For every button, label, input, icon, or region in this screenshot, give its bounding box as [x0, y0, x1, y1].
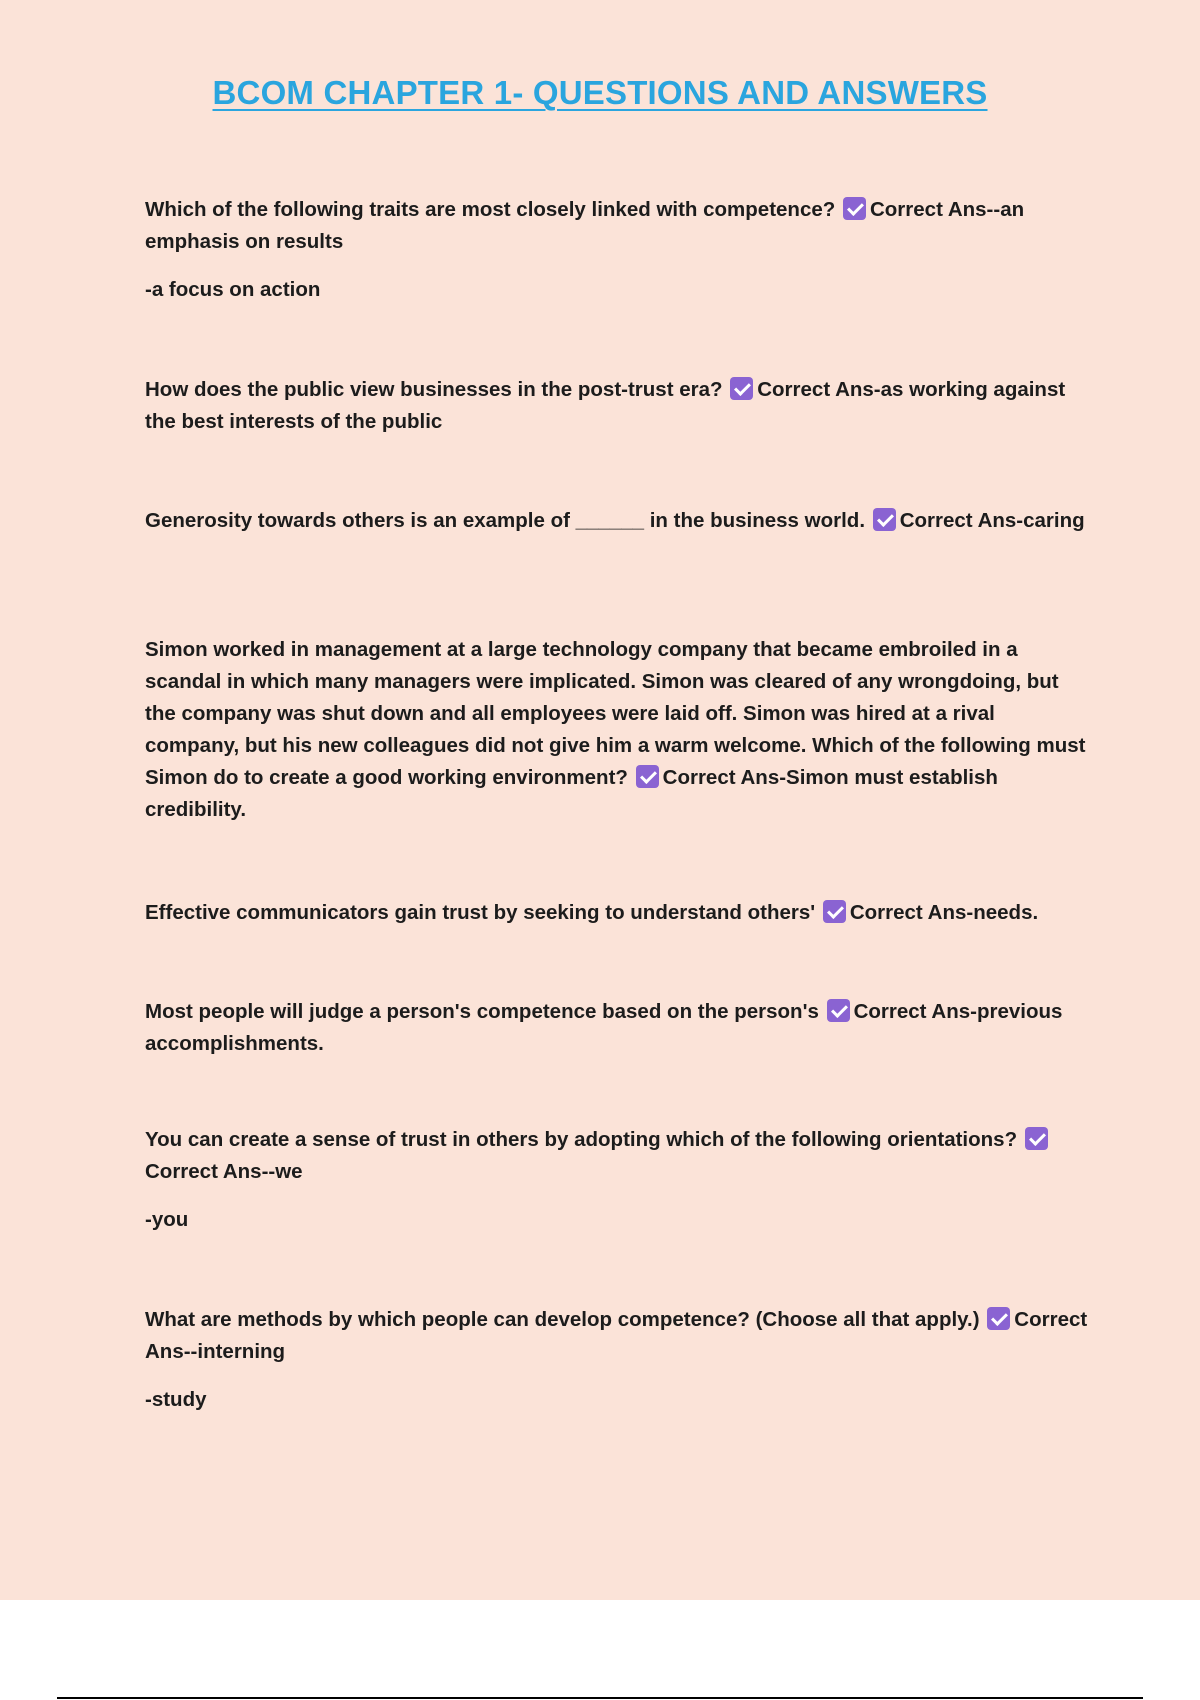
qa-item-1: [145, 194, 1090, 306]
checkmark-icon: [827, 999, 850, 1022]
checkmark-icon: [636, 765, 659, 788]
qa-item-3: [145, 505, 1090, 537]
checkmark-icon: [730, 377, 753, 400]
checkmark-icon: [987, 1307, 1010, 1330]
answer-extra: -study: [145, 1388, 207, 1411]
answer-text: Correct Ans--interning: [145, 1308, 1088, 1363]
answer-extra: -you: [145, 1208, 189, 1231]
answer-text: Correct Ans--an emphasis on results: [145, 198, 1025, 253]
answer-text: Correct Ans-Simon must establish credibility.: [145, 766, 998, 821]
checkmark-icon: [843, 197, 866, 220]
answer-extra: -a focus on action: [145, 278, 321, 301]
question-text: How does the public view businesses in the post-trust era?: [145, 378, 723, 401]
question-text: Which of the following traits are most closely linked with competence?: [145, 198, 836, 221]
question-text: Most people will judge a person's competence based on the person's: [145, 1000, 819, 1023]
checkmark-icon: [1025, 1127, 1048, 1150]
qa-item-7: [145, 1124, 1090, 1236]
answer-text: Correct Ans-previous accomplishments.: [145, 1000, 1063, 1055]
answer-text: Correct Ans-caring: [899, 509, 1085, 532]
question-text: Effective communicators gain trust by seeking to understand others': [145, 901, 816, 924]
answer-text: Correct Ans--we: [145, 1160, 303, 1183]
answer-text: Correct Ans-needs.: [849, 901, 1039, 924]
question-text: What are methods by which people can develop competence? (Choose all that apply.): [145, 1308, 980, 1331]
qa-item-5: [145, 897, 1090, 929]
question-text: Generosity towards others is an example of ______ in the business world.: [145, 509, 866, 532]
checkmark-icon: [873, 508, 896, 531]
footer-divider: [57, 1697, 1143, 1699]
qa-item-4: [145, 634, 1090, 826]
question-text: Simon worked in management at a large technology company that became embroiled in a scandal in which many managers were implicated. Simon was cleared of any wrongdoing, but the company was shut down and all employees were laid off. Simon was hired at a rival company, but his new colleagues did not give him a warm welcome. Which of the following must Simon do to create a good working environment?: [145, 638, 1086, 789]
qa-item-8: [145, 1304, 1090, 1416]
answer-text: Correct Ans-as working against the best interests of the public: [145, 378, 1066, 433]
qa-item-6: [145, 996, 1090, 1060]
question-text: You can create a sense of trust in others by adopting which of the following orientations?: [145, 1128, 1018, 1151]
page-title: BCOM CHAPTER 1- QUESTIONS AND ANSWERS: [212, 74, 988, 111]
checkmark-icon: [823, 900, 846, 923]
qa-item-2: [145, 374, 1090, 438]
